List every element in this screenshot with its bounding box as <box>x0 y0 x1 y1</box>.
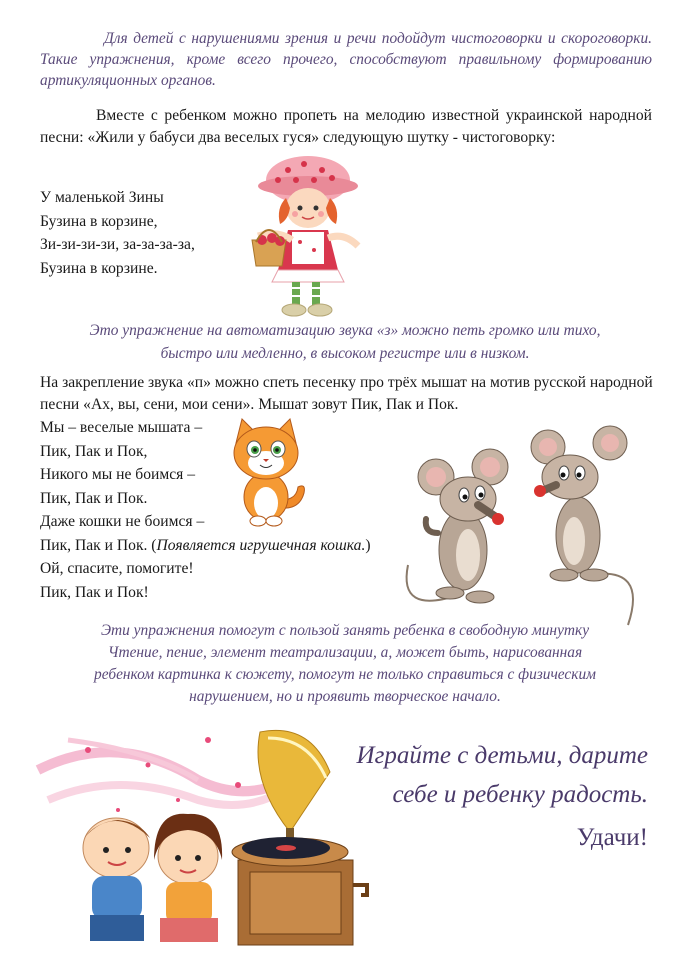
strawberry-girl-illustration <box>248 150 368 325</box>
closing-line-2: себе и ребенку радость. <box>392 781 648 808</box>
intro-paragraph: Для детей с нарушениями зрения и речи подойдут чистоговорки и скороговорки. Такие упражнения, кроме всего прочего, способствуют правильному формированию артикуляционных органов. <box>40 30 652 89</box>
stage-direction: Появляется игрушечная кошка. <box>156 536 366 554</box>
poem-line: Пик, Пак и Пок, <box>40 442 148 460</box>
poem-line: Ой, спасите, помогите! <box>40 560 194 577</box>
closing-note-line: ребенком картинка к сюжету, помогут не только справиться с физическим <box>94 666 596 683</box>
closing-note-line: нарушением, но и проявить творческое начало. <box>189 688 501 705</box>
good-luck-text: Удачи! <box>576 824 648 851</box>
closing-note-line: Чтение, пение, элемент театрализации, а, может быть, нарисованная <box>107 644 583 661</box>
poem-line: Пик, Пак и Пок! <box>40 583 149 601</box>
closing-note-line: Эти упражнения помогут с пользой занять ребенка в свободную минутку <box>100 622 590 639</box>
poem-line: У маленькой Зины <box>40 189 164 206</box>
note-zvuk-z-line2: быстро или медленно, в высоком регистре или в низком. <box>160 345 530 362</box>
poem-line: Бузина в корзине. <box>40 259 158 277</box>
poem-mice <box>40 416 371 604</box>
poem-zina <box>40 186 195 280</box>
closing-note <box>30 620 660 708</box>
mice-song-intro: На закрепление звука «п» можно спеть песенку про трёх мышат на мотив русской народной песни «Ах, вы, сени, мои сени». Мышат зовут Пик, Пак и Пок. <box>40 374 653 413</box>
poem-line: Мы – веселые мышата – <box>40 419 203 436</box>
mice-illustration <box>398 425 648 620</box>
poem-line: Пик, Пак и Пок. (Появляется игрушечная кошка.) <box>40 536 371 554</box>
poem-line: Бузина в корзине, <box>40 212 158 230</box>
poem-line: Пик, Пак и Пок. <box>40 489 148 507</box>
kitten-illustration <box>228 415 308 530</box>
poem-line: Даже кошки не боимся – <box>40 513 205 530</box>
note-zvuk-z-line1: Это упражнение на автоматизацию звука «з» можно петь громко или тихо, <box>89 322 601 339</box>
song-intro-paragraph: Вместе с ребенком можно пропеть на мелодию известной украинской народной песни: «Жили у бабуси два веселых гуся» следующую шутку - чистоговорку: <box>40 107 652 146</box>
poem-line: Никого мы не боимся – <box>40 466 196 483</box>
poem-line: Зи-зи-зи-зи, за-за-за-за, <box>40 236 195 253</box>
closing-line-1: Играйте с детьми, дарите <box>356 742 648 769</box>
children-gramophone-illustration <box>28 710 373 955</box>
